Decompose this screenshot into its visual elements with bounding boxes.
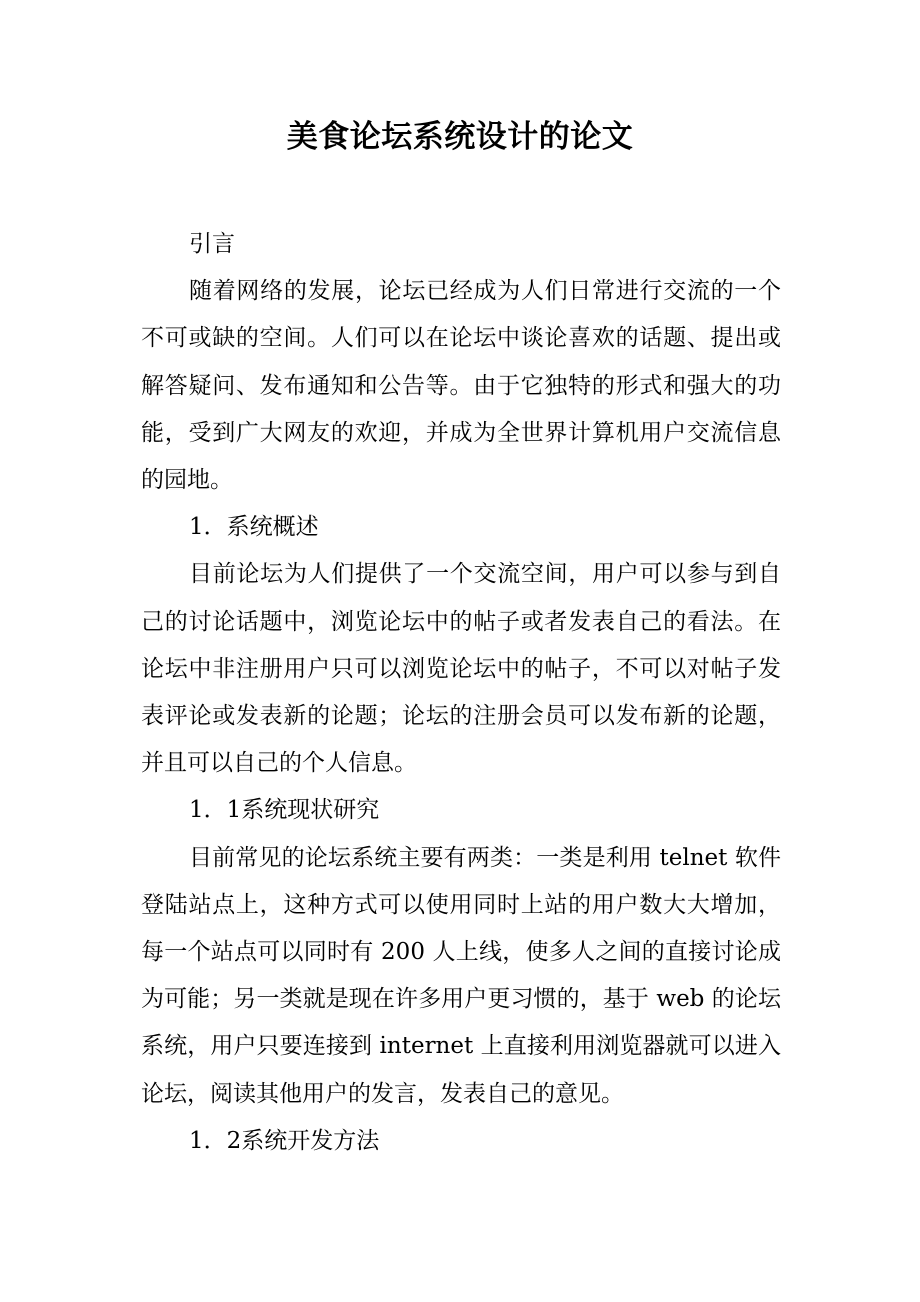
intro-paragraph: 随着网络的发展，论坛已经成为人们日常进行交流的一个不可或缺的空间。人们可以在论坛中谈论喜欢的话题、提出或解答疑问、发布通知和公告等。由于它独特的形式和强大的功能，受到广大网友的欢迎，并成为全世界计算机用户交流信息的园地。 bbox=[141, 278, 781, 494]
intro-heading: 引言 bbox=[189, 231, 235, 257]
status-paragraph: 目前常见的论坛系统主要有两类：一类是利用 telnet 软件登陆站点上，这种方式可以使用同时上站的用户数大大增加，每一个站点可以同时有 200 人上线，使多人之间的直接讨论成为可能；另一类就是现在许多用户更习惯的，基于 web 的论坛系统，用户只要连接到 internet 上直接利用浏览器就可以进入论坛，阅读其他用户的发言，发表自己的意见。 bbox=[141, 844, 781, 1107]
overview-heading: 1．系统概述 bbox=[189, 514, 319, 541]
document-title: 美食论坛系统设计的论文 bbox=[286, 119, 634, 155]
overview-paragraph: 目前论坛为人们提供了一个交流空间，用户可以参与到自己的讨论话题中，浏览论坛中的帖子或者发表自己的看法。在论坛中非注册用户只可以浏览论坛中的帖子，不可以对帖子发表评论或发表新的论题；论坛的注册会员可以发布新的论题，并且可以自己的个人信息。 bbox=[141, 561, 781, 777]
status-heading: 1．1系统现状研究 bbox=[189, 797, 380, 824]
method-heading: 1．2系统开发方法 bbox=[189, 1127, 380, 1154]
document-body bbox=[141, 221, 781, 1165]
